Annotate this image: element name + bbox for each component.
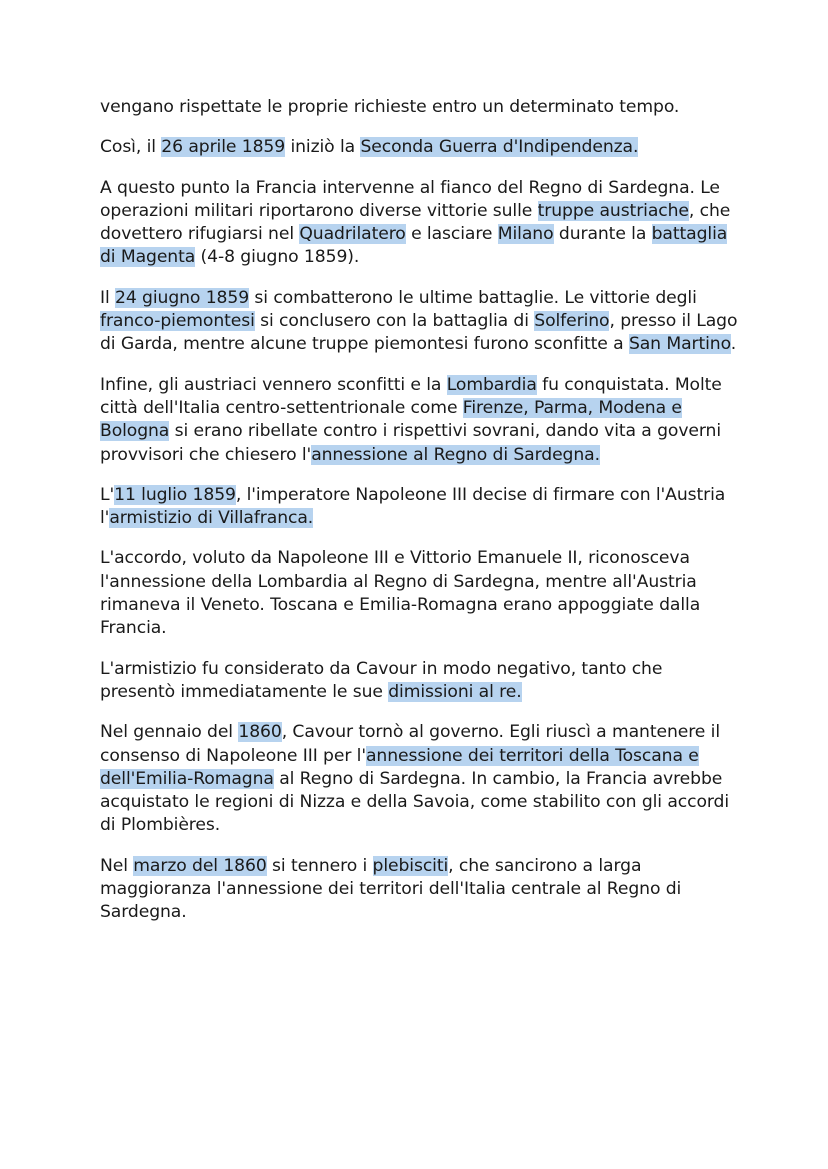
highlighted-text: San Martino [628,334,731,355]
paragraph [100,484,740,531]
text-span: . [730,334,737,355]
highlighted-text: Firenze, Parma, Modena e Bologna [100,397,682,442]
paragraph [100,177,740,270]
text-span: al Regno di Sardegna. In cambio, la Francia avrebbe acquistato le regioni di Nizza e della Savoia, come stabilito con gli accordi di Plombières. [100,768,730,836]
text-span: e lasciare [405,224,498,245]
highlighted-text: dimissioni al re. [388,681,522,702]
highlighted-text: plebisciti [372,855,449,876]
paragraph [100,721,740,837]
text-span: Il [100,287,116,308]
highlighted-text: truppe austriache [537,200,689,221]
text-span: durante la [553,224,652,245]
paragraph [100,287,740,357]
highlighted-text: marzo del 1860 [133,855,267,876]
text-span: Nel [100,855,134,876]
highlighted-text: Milano [497,224,554,245]
highlighted-text: battaglia di Magenta [100,224,728,268]
text-span: , Cavour tornò al governo. Egli riuscì a mantenere il consenso di Napoleone III per l' [100,722,720,766]
paragraph [100,658,740,705]
highlighted-text: annessione dei territori della Toscana e dell'Emilia-Romagna [100,745,699,789]
paragraph [100,96,740,119]
highlighted-text: 26 aprile 1859 [161,137,286,158]
text-span: L' [100,484,115,505]
text-span: , l'imperatore Napoleone III decise di firmare con l'Austria l' [100,484,726,529]
paragraph [100,855,740,925]
highlighted-text: Lombardia [446,374,537,395]
text-span: , che sancirono a larga maggioranza l'annessione dei territori dell'Italia centrale al Regno di Sardegna. [100,855,682,923]
text-span: (4-8 giugno 1859). [195,247,360,268]
text-span: fu conquistata. Molte città dell'Italia centro-settentrionale come [100,374,722,418]
highlighted-text: Seconda Guerra d'Indipendenza. [360,137,639,158]
text-span: L'accordo, voluto da Napoleone III e Vittorio Emanuele II, riconosceva l'annessione della Lombardia al Regno di Sardegna, mentre all'Austria rimaneva il Veneto. Toscana e Emilia-Romagna erano appoggiate dalla Francia. [100,548,701,639]
text-span: si erano ribellate contro i rispettivi sovrani, dando vita a governi provvisori che chiesero l' [100,421,722,465]
text-span: si combatterono le ultime battaglie. Le vittorie degli [249,287,697,308]
paragraph [100,374,740,467]
text-span: Infine, gli austriaci vennero sconfitti e la [100,374,447,395]
text-span: si tennero i [266,855,373,876]
highlighted-text: Quadrilatero [299,224,406,245]
highlighted-text: 24 giugno 1859 [115,287,250,308]
paragraph [100,547,740,640]
text-span: vengano rispettate le proprie richieste entro un determinato tempo. [100,97,680,117]
text-span: iniziò la [285,137,361,158]
highlighted-text: 11 luglio 1859 [114,484,236,505]
text-span: Così, il [100,137,162,158]
paragraph [100,136,740,159]
highlighted-text: Solferino [534,311,610,332]
text-span: A questo punto la Francia intervenne al fianco del Regno di Sardegna. Le operazioni militari riportarono diverse vittorie sulle [100,177,720,221]
text-span: si conclusero con la battaglia di [254,311,535,332]
highlighted-text: annessione al Regno di Sardegna. [311,444,600,465]
document-page [100,96,740,942]
highlighted-text: armistizio di Villafranca. [109,508,314,529]
highlighted-text: franco-piemontesi [100,311,255,332]
text-span: Nel gennaio del [100,722,239,743]
text-span: L'armistizio fu considerato da Cavour in modo negativo, tanto che presentò immediatamente le sue [100,658,663,702]
text-span: , presso il Lago di Garda, mentre alcune truppe piemontesi furono sconfitte a [100,311,738,355]
highlighted-text: 1860 [238,722,282,743]
text-span: , che dovettero rifugiarsi nel [100,200,731,245]
